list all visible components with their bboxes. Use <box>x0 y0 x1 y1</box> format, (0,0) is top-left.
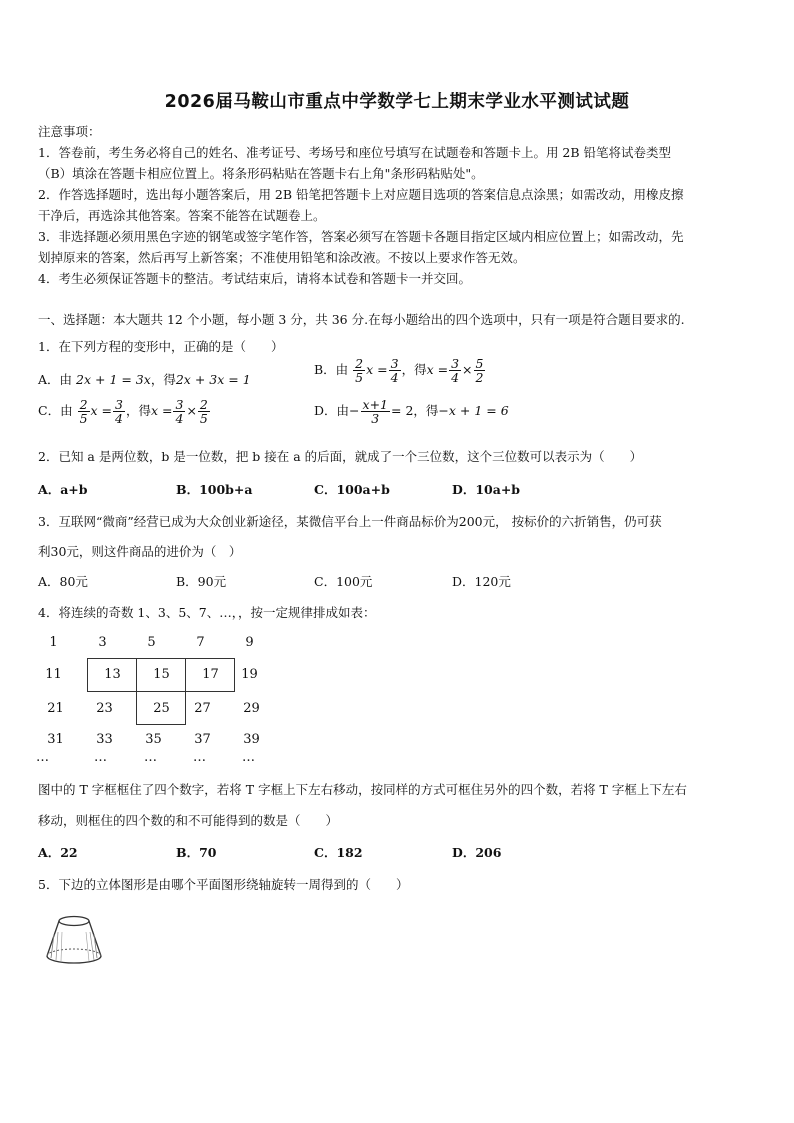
table-cell: 37 <box>194 732 211 747</box>
table-cell: 13 <box>104 667 121 682</box>
q2-option-b: B．100b+a <box>176 482 253 497</box>
q4-text-1: 图中的 T 字框框住了四个数字，若将 T 字框上下左右移动，按同样的方式可框住另外的四个数，若将 T 字框上下左右 <box>38 782 687 797</box>
q1-b-times: × <box>462 362 473 378</box>
q1-b-frac1: $\frac{2}{5}$ <box>355 356 364 386</box>
q5-stem: 5．下边的立体图形是由哪个平面图形绕轴旋转一周得到的（ ） <box>38 877 409 892</box>
notice-line-1: 1．答卷前，考生务必将自己的姓名、准考证号、考场号和座位号填写在试题卷和答题卡上。用 2B 铅笔将试卷类型 <box>38 145 672 160</box>
q1-a-mid: ，得 <box>150 372 176 387</box>
q1-c-frac3: $\frac{3}{4}$ <box>175 397 184 427</box>
table-cell: 19 <box>241 667 258 682</box>
q3-stem-1: 3．互联网“微商”经营已成为大众创业新途径，某微信平台上一件商品标价为200元， 按标价的六折销售，仍可获 <box>38 514 662 529</box>
table-ellipsis: … <box>144 750 157 765</box>
q1-option-b <box>314 357 486 384</box>
q1-b-frac4: $\frac{5}{2}$ <box>475 356 484 386</box>
notice-heading: 注意事项： <box>38 124 101 139</box>
table-cell: 17 <box>202 667 219 682</box>
table-cell: 9 <box>245 635 254 650</box>
q1-option-c <box>38 398 211 425</box>
table-ellipsis: … <box>193 750 206 765</box>
notice-line-7: 4．考生必须保证答题卡的整洁。考试结束后，请将本试卷和答题卡一并交回。 <box>38 271 471 286</box>
q4-option-c: C．182 <box>314 845 363 860</box>
q1-b-label: B．由 <box>314 362 349 378</box>
q1-a-eq2: 2x + 3x = 1 <box>175 372 251 387</box>
q1-c-times: × <box>186 403 197 419</box>
table-ellipsis: … <box>36 750 49 765</box>
q3-stem-2: 利30元，则这件商品的进价为（ ） <box>38 544 242 559</box>
q1-d-eq: = 2 <box>391 403 414 419</box>
q1-stem: 1．在下列方程的变形中，正确的是（ ） <box>38 339 284 354</box>
table-ellipsis: … <box>242 750 255 765</box>
table-ellipsis: … <box>94 750 107 765</box>
table-cell: 27 <box>194 701 211 716</box>
table-cell: 23 <box>96 701 113 716</box>
q1-c-frac4: $\frac{2}{5}$ <box>199 397 208 427</box>
q1-d-mid: ，得 <box>413 403 439 419</box>
table-cell: 3 <box>98 635 107 650</box>
table-cell: 1 <box>49 635 58 650</box>
table-cell: 5 <box>147 635 156 650</box>
q1-c-frac2: $\frac{3}{4}$ <box>115 397 123 427</box>
q3-option-a: A．80元 <box>38 574 88 589</box>
q1-option-d <box>314 398 509 425</box>
table-cell: 11 <box>45 667 62 682</box>
q4-stem: 4．将连续的奇数 1、3、5、7、…，，按一定规律排成如表： <box>38 605 376 620</box>
q3-option-d: D．120元 <box>452 574 511 589</box>
q1-c-frac1: $\frac{2}{5}$ <box>79 397 88 427</box>
q1-b-frac2: $\frac{3}{4}$ <box>390 356 399 386</box>
q1-b-x2: x = <box>426 362 449 378</box>
q1-b-mid: ，得 <box>401 362 427 378</box>
q3-option-c: C．100元 <box>314 574 373 589</box>
q4-option-d: D．206 <box>452 845 502 860</box>
q3-option-b: B．90元 <box>176 574 227 589</box>
q2-option-a: A．a+b <box>38 482 88 497</box>
notice-line-6: 划掉原来的答案，然后再写上新答案；不准使用铅笔和涂改液。不按以上要求作答无效。 <box>38 250 526 265</box>
q1-c-x2: x = <box>150 403 173 419</box>
notice-line-4: 干净后，再选涂其他答案。答案不能答在试题卷上。 <box>38 208 326 223</box>
q4-option-a: A．22 <box>38 845 78 860</box>
table-cell: 7 <box>196 635 205 650</box>
q2-option-c: C．100a+b <box>314 482 390 497</box>
q1-c-mid: ，得 <box>125 403 151 419</box>
notice-line-2: （B）填涂在答题卡相应位置上。将条形码粘贴在答题卡右上角"条形码粘贴处"。 <box>38 166 484 181</box>
q1-a-label: A．由 <box>38 372 73 387</box>
page-title: 2026届马鞍山市重点中学数学七上期末学业水平测试试题 <box>164 92 630 112</box>
frustum-solid-figure <box>40 912 110 970</box>
q1-b-x1: x = <box>366 362 388 378</box>
q1-d-eq2: −x + 1 = 6 <box>438 403 509 419</box>
q4-option-b: B．70 <box>176 845 217 860</box>
q4-text-2: 移动，则框住的四个数的和不可能得到的数是（ ） <box>38 813 339 828</box>
odd-number-table <box>38 628 278 768</box>
q2-option-d: D．10a+b <box>452 482 521 497</box>
table-cell: 39 <box>243 732 260 747</box>
q1-d-frac1: $\frac{x+1}{3}$ <box>362 397 388 427</box>
q1-a-eq1: 2x + 1 = 3x <box>76 372 151 387</box>
table-cell: 33 <box>96 732 113 747</box>
q1-d-label: D．由 <box>314 403 350 419</box>
table-cell: 25 <box>153 701 170 716</box>
table-cell: 31 <box>47 732 64 747</box>
q1-b-frac3: $\frac{3}{4}$ <box>451 356 460 386</box>
q2-stem: 2．已知 a 是两位数，b 是一位数，把 b 接在 a 的后面，就成了一个三位数，这个三位数可以表示为（ ） <box>38 449 643 464</box>
notice-line-3: 2．作答选择题时，选出每小题答案后，用 2B 铅笔把答题卡上对应题目选项的答案信息点涂黑；如需改动，用橡皮擦 <box>38 187 684 202</box>
q1-c-label: C．由 <box>38 403 73 419</box>
table-cell: 21 <box>47 701 64 716</box>
table-cell: 35 <box>145 732 162 747</box>
table-cell: 29 <box>243 701 260 716</box>
q1-c-x1: x = <box>90 403 113 419</box>
section-heading: 一、选择题：本大题共 12 个小题，每小题 3 分，共 36 分.在每小题给出的四个选项中，只有一项是符合题目要求的. <box>38 312 685 327</box>
notice-line-5: 3．非选择题必须用黑色字迹的钢笔或签字笔作答，答案必须写在答题卡各题目指定区域内相应位置上；如需改动，先 <box>38 229 684 244</box>
q1-d-minus: − <box>349 403 360 419</box>
table-cell: 15 <box>153 667 170 682</box>
q1-option-a <box>38 370 251 388</box>
